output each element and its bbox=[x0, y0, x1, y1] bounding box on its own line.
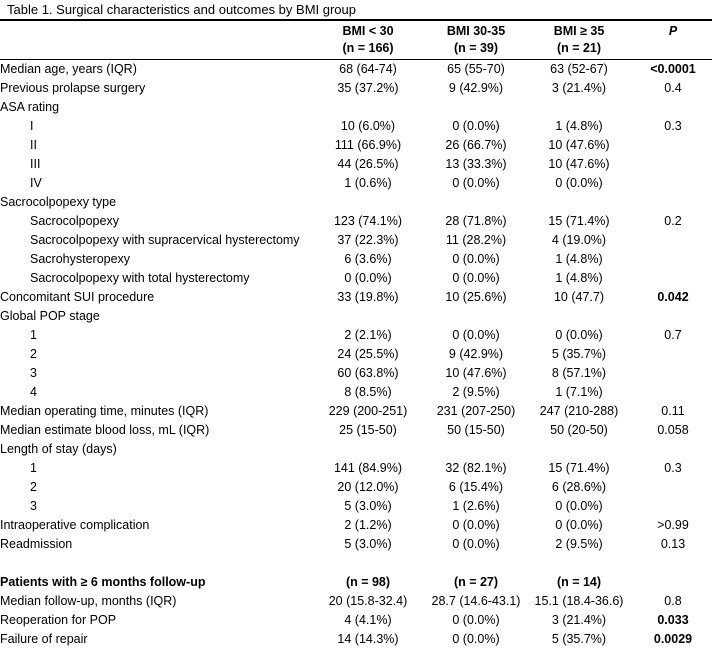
value-cell: 20 (12.0%) bbox=[337, 480, 399, 494]
value-cell: 20 (15.8-32.4) bbox=[328, 594, 408, 608]
row-label: 2 bbox=[30, 480, 37, 494]
value-cell: 2 (9.5%) bbox=[452, 385, 500, 399]
value-cell: 24 (25.5%) bbox=[337, 347, 399, 361]
value-cell: 33 (19.8%) bbox=[337, 290, 399, 304]
column-header-line1: P bbox=[668, 24, 678, 38]
value-cell: 10 (6.0%) bbox=[340, 119, 396, 133]
column-header-1 bbox=[308, 20, 428, 60]
p-value-cell bbox=[634, 383, 712, 402]
p-value-cell: 0.033 bbox=[657, 613, 689, 627]
value-cell: 14 (14.3%) bbox=[337, 632, 399, 646]
value-cell bbox=[308, 307, 428, 326]
table-row bbox=[0, 516, 712, 535]
value-cell: (n = 98) bbox=[345, 575, 391, 589]
value-cell: 4 (19.0%) bbox=[551, 233, 607, 247]
value-cell: 1 (7.1%) bbox=[555, 385, 603, 399]
p-value-cell: 0.042 bbox=[657, 290, 689, 304]
value-cell: 0 (0.0%) bbox=[452, 518, 500, 532]
table-row bbox=[0, 269, 712, 288]
row-label: Concomitant SUI procedure bbox=[0, 290, 155, 304]
value-cell: 0 (0.0%) bbox=[452, 176, 500, 190]
value-cell: 50 (15-50) bbox=[447, 423, 505, 437]
row-label: Median operating time, minutes (IQR) bbox=[0, 404, 209, 418]
value-cell: 9 (42.9%) bbox=[448, 81, 504, 95]
p-value-cell bbox=[634, 497, 712, 516]
value-cell: 123 (74.1%) bbox=[333, 214, 403, 228]
p-value-cell bbox=[634, 269, 712, 288]
row-label: 4 bbox=[30, 385, 37, 399]
value-cell: 68 (64-74) bbox=[339, 62, 397, 76]
value-cell: 32 (82.1%) bbox=[445, 461, 507, 475]
column-header-4 bbox=[634, 20, 712, 60]
row-label: Reoperation for POP bbox=[0, 613, 117, 627]
value-cell: 15 (71.4%) bbox=[548, 214, 610, 228]
row-label: Patients with ≥ 6 months follow-up bbox=[0, 575, 206, 589]
column-header-2 bbox=[428, 20, 524, 60]
p-value-cell: 0.3 bbox=[664, 461, 682, 475]
p-value-cell bbox=[634, 345, 712, 364]
table-row bbox=[0, 592, 712, 611]
value-cell: 0 (0.0%) bbox=[555, 518, 603, 532]
value-cell: 3 (21.4%) bbox=[551, 613, 607, 627]
value-cell bbox=[524, 554, 634, 573]
value-cell: 28.7 (14.6-43.1) bbox=[431, 594, 521, 608]
row-label: Sacrocolpopexy with supracervical hysterectomy bbox=[30, 233, 300, 247]
value-cell: 5 (35.7%) bbox=[551, 347, 607, 361]
row-label: Sacrocolpopexy bbox=[30, 214, 119, 228]
table-row bbox=[0, 535, 712, 554]
value-cell bbox=[428, 440, 524, 459]
value-cell: 247 (210-288) bbox=[539, 404, 619, 418]
value-cell: 28 (71.8%) bbox=[445, 214, 507, 228]
value-cell: 15.1 (18.4-36.6) bbox=[534, 594, 624, 608]
row-label: Sacrohysteropexy bbox=[30, 252, 131, 266]
table-row bbox=[0, 421, 712, 440]
value-cell bbox=[524, 440, 634, 459]
row-label: Failure of repair bbox=[0, 632, 88, 646]
row-label: Length of stay (days) bbox=[0, 442, 117, 456]
value-cell: 1 (4.8%) bbox=[555, 119, 603, 133]
row-label: Intraoperative complication bbox=[0, 518, 150, 532]
row-label bbox=[0, 554, 308, 573]
row-label: III bbox=[30, 157, 41, 171]
table-row bbox=[0, 345, 712, 364]
value-cell bbox=[308, 98, 428, 117]
spacer-row bbox=[0, 554, 712, 573]
value-cell bbox=[428, 193, 524, 212]
table-row bbox=[0, 611, 712, 630]
row-label: Previous prolapse surgery bbox=[0, 81, 146, 95]
row-label: 3 bbox=[30, 499, 37, 513]
row-label: 3 bbox=[30, 366, 37, 380]
p-value-cell: 0.7 bbox=[664, 328, 682, 342]
table-row bbox=[0, 250, 712, 269]
value-cell bbox=[428, 554, 524, 573]
value-cell bbox=[428, 98, 524, 117]
table-row bbox=[0, 478, 712, 497]
p-value-cell: 0.8 bbox=[664, 594, 682, 608]
bmi-outcomes-table bbox=[0, 19, 712, 649]
table-header bbox=[0, 20, 712, 60]
row-label: Sacrocolpopexy with total hysterectomy bbox=[30, 271, 250, 285]
p-value-cell bbox=[634, 554, 712, 573]
row-label: IV bbox=[30, 176, 42, 190]
column-header-line2 bbox=[634, 40, 712, 57]
p-value-cell: >0.99 bbox=[657, 518, 689, 532]
value-cell: 13 (33.3%) bbox=[445, 157, 507, 171]
p-value-cell bbox=[634, 174, 712, 193]
value-cell bbox=[524, 307, 634, 326]
value-cell: 35 (37.2%) bbox=[337, 81, 399, 95]
value-cell: 8 (57.1%) bbox=[551, 366, 607, 380]
value-cell: 1 (4.8%) bbox=[555, 271, 603, 285]
p-value-cell: 0.2 bbox=[664, 214, 682, 228]
column-header-3 bbox=[524, 20, 634, 60]
p-value-cell bbox=[634, 193, 712, 212]
row-label: ASA rating bbox=[0, 100, 60, 114]
value-cell: 37 (22.3%) bbox=[337, 233, 399, 247]
value-cell: 15 (71.4%) bbox=[548, 461, 610, 475]
row-label: Global POP stage bbox=[0, 309, 100, 323]
value-cell: 231 (207-250) bbox=[436, 404, 516, 418]
table-row bbox=[0, 193, 712, 212]
p-value-cell bbox=[634, 440, 712, 459]
column-header-line1: BMI 30-35 bbox=[446, 24, 506, 38]
value-cell: 10 (47.7) bbox=[553, 290, 605, 304]
table-row bbox=[0, 231, 712, 250]
p-value-cell bbox=[634, 478, 712, 497]
value-cell: 2 (1.2%) bbox=[344, 518, 392, 532]
value-cell: 0 (0.0%) bbox=[555, 176, 603, 190]
value-cell: 2 (9.5%) bbox=[555, 537, 603, 551]
table-row bbox=[0, 60, 712, 80]
table-body bbox=[0, 60, 712, 650]
value-cell: 60 (63.8%) bbox=[337, 366, 399, 380]
column-header-line2: (n = 166) bbox=[342, 41, 394, 55]
table-row bbox=[0, 288, 712, 307]
row-label: 1 bbox=[30, 328, 37, 342]
table-row bbox=[0, 364, 712, 383]
table-row bbox=[0, 326, 712, 345]
value-cell: 0 (0.0%) bbox=[452, 252, 500, 266]
value-cell: 111 (66.9%) bbox=[334, 138, 402, 152]
value-cell: 3 (21.4%) bbox=[551, 81, 607, 95]
row-label: Readmission bbox=[0, 537, 73, 551]
value-cell: 0 (0.0%) bbox=[452, 537, 500, 551]
value-cell: 11 (28.2%) bbox=[445, 233, 507, 247]
value-cell: 0 (0.0%) bbox=[452, 119, 500, 133]
value-cell: 2 (2.1%) bbox=[344, 328, 392, 342]
column-header-line2: (n = 21) bbox=[556, 41, 602, 55]
p-value-cell bbox=[634, 307, 712, 326]
value-cell: 10 (47.6%) bbox=[548, 138, 610, 152]
table-row bbox=[0, 155, 712, 174]
p-value-cell: 0.4 bbox=[664, 81, 682, 95]
row-label: Sacrocolpopexy type bbox=[0, 195, 117, 209]
value-cell: 5 (35.7%) bbox=[551, 632, 607, 646]
value-cell: 6 (3.6%) bbox=[344, 252, 392, 266]
p-value-cell: 0.11 bbox=[661, 404, 685, 418]
value-cell: 8 (8.5%) bbox=[344, 385, 392, 399]
table-title: Table 1. Surgical characteristics and outcomes by BMI group bbox=[7, 2, 357, 17]
table-row bbox=[0, 630, 712, 649]
value-cell: 0 (0.0%) bbox=[555, 328, 603, 342]
value-cell: 1 (0.6%) bbox=[344, 176, 392, 190]
p-value-cell bbox=[634, 136, 712, 155]
value-cell: 0 (0.0%) bbox=[555, 499, 603, 513]
value-cell: 6 (28.6%) bbox=[551, 480, 607, 494]
p-value-cell: 0.13 bbox=[660, 537, 686, 551]
value-cell: (n = 14) bbox=[556, 575, 602, 589]
value-cell bbox=[524, 98, 634, 117]
row-label: 2 bbox=[30, 347, 37, 361]
row-label: II bbox=[30, 138, 37, 152]
value-cell: 141 (84.9%) bbox=[333, 461, 403, 475]
row-label: 1 bbox=[30, 461, 37, 475]
p-value-cell bbox=[634, 98, 712, 117]
value-cell: 63 (52-67) bbox=[550, 62, 608, 76]
value-cell bbox=[308, 440, 428, 459]
p-value-cell bbox=[634, 250, 712, 269]
value-cell: 1 (2.6%) bbox=[452, 499, 500, 513]
value-cell: 0 (0.0%) bbox=[344, 271, 392, 285]
row-label: Median estimate blood loss, mL (IQR) bbox=[0, 423, 210, 437]
value-cell: 9 (42.9%) bbox=[448, 347, 504, 361]
table-row bbox=[0, 307, 712, 326]
column-header-line1: BMI < 30 bbox=[342, 24, 394, 38]
table-row bbox=[0, 174, 712, 193]
header-label-spacer bbox=[0, 20, 308, 60]
table-row bbox=[0, 402, 712, 421]
row-label: I bbox=[30, 119, 34, 133]
table-row bbox=[0, 79, 712, 98]
table-row bbox=[0, 136, 712, 155]
p-value-cell bbox=[634, 573, 712, 592]
value-cell bbox=[308, 193, 428, 212]
column-header-line1: BMI ≥ 35 bbox=[553, 24, 605, 38]
value-cell: 1 (4.8%) bbox=[555, 252, 603, 266]
p-value-cell: 0.058 bbox=[657, 423, 689, 437]
p-value-cell bbox=[634, 231, 712, 250]
value-cell bbox=[308, 554, 428, 573]
table-row bbox=[0, 383, 712, 402]
value-cell: 229 (200-251) bbox=[328, 404, 408, 418]
p-value-cell bbox=[634, 364, 712, 383]
row-label: Median follow-up, months (IQR) bbox=[0, 594, 177, 608]
p-value-cell: 0.0029 bbox=[653, 632, 693, 646]
p-value-cell: 0.3 bbox=[664, 119, 682, 133]
table-row bbox=[0, 117, 712, 136]
value-cell: 26 (66.7%) bbox=[445, 138, 507, 152]
value-cell: 5 (3.0%) bbox=[344, 537, 392, 551]
table-row bbox=[0, 212, 712, 231]
value-cell: 10 (47.6%) bbox=[548, 157, 610, 171]
row-label: Median age, years (IQR) bbox=[0, 62, 137, 76]
value-cell: 6 (15.4%) bbox=[448, 480, 504, 494]
table-row bbox=[0, 459, 712, 478]
value-cell: 10 (47.6%) bbox=[445, 366, 507, 380]
value-cell: 4 (4.1%) bbox=[344, 613, 392, 627]
value-cell bbox=[524, 193, 634, 212]
value-cell: 5 (3.0%) bbox=[344, 499, 392, 513]
value-cell: 50 (20-50) bbox=[550, 423, 608, 437]
header-row bbox=[0, 20, 712, 60]
table-row bbox=[0, 440, 712, 459]
p-value-cell: <0.0001 bbox=[650, 62, 696, 76]
table-row bbox=[0, 497, 712, 516]
p-value-cell bbox=[634, 155, 712, 174]
value-cell: 25 (15-50) bbox=[339, 423, 397, 437]
column-header-line2: (n = 39) bbox=[453, 41, 499, 55]
value-cell: 0 (0.0%) bbox=[452, 328, 500, 342]
value-cell: 0 (0.0%) bbox=[452, 632, 500, 646]
value-cell: 0 (0.0%) bbox=[452, 613, 500, 627]
table-row bbox=[0, 98, 712, 117]
value-cell: 44 (26.5%) bbox=[337, 157, 399, 171]
value-cell: 0 (0.0%) bbox=[452, 271, 500, 285]
value-cell bbox=[428, 307, 524, 326]
table-row bbox=[0, 573, 712, 592]
value-cell: (n = 27) bbox=[453, 575, 499, 589]
value-cell: 10 (25.6%) bbox=[445, 290, 507, 304]
value-cell: 65 (55-70) bbox=[447, 62, 505, 76]
